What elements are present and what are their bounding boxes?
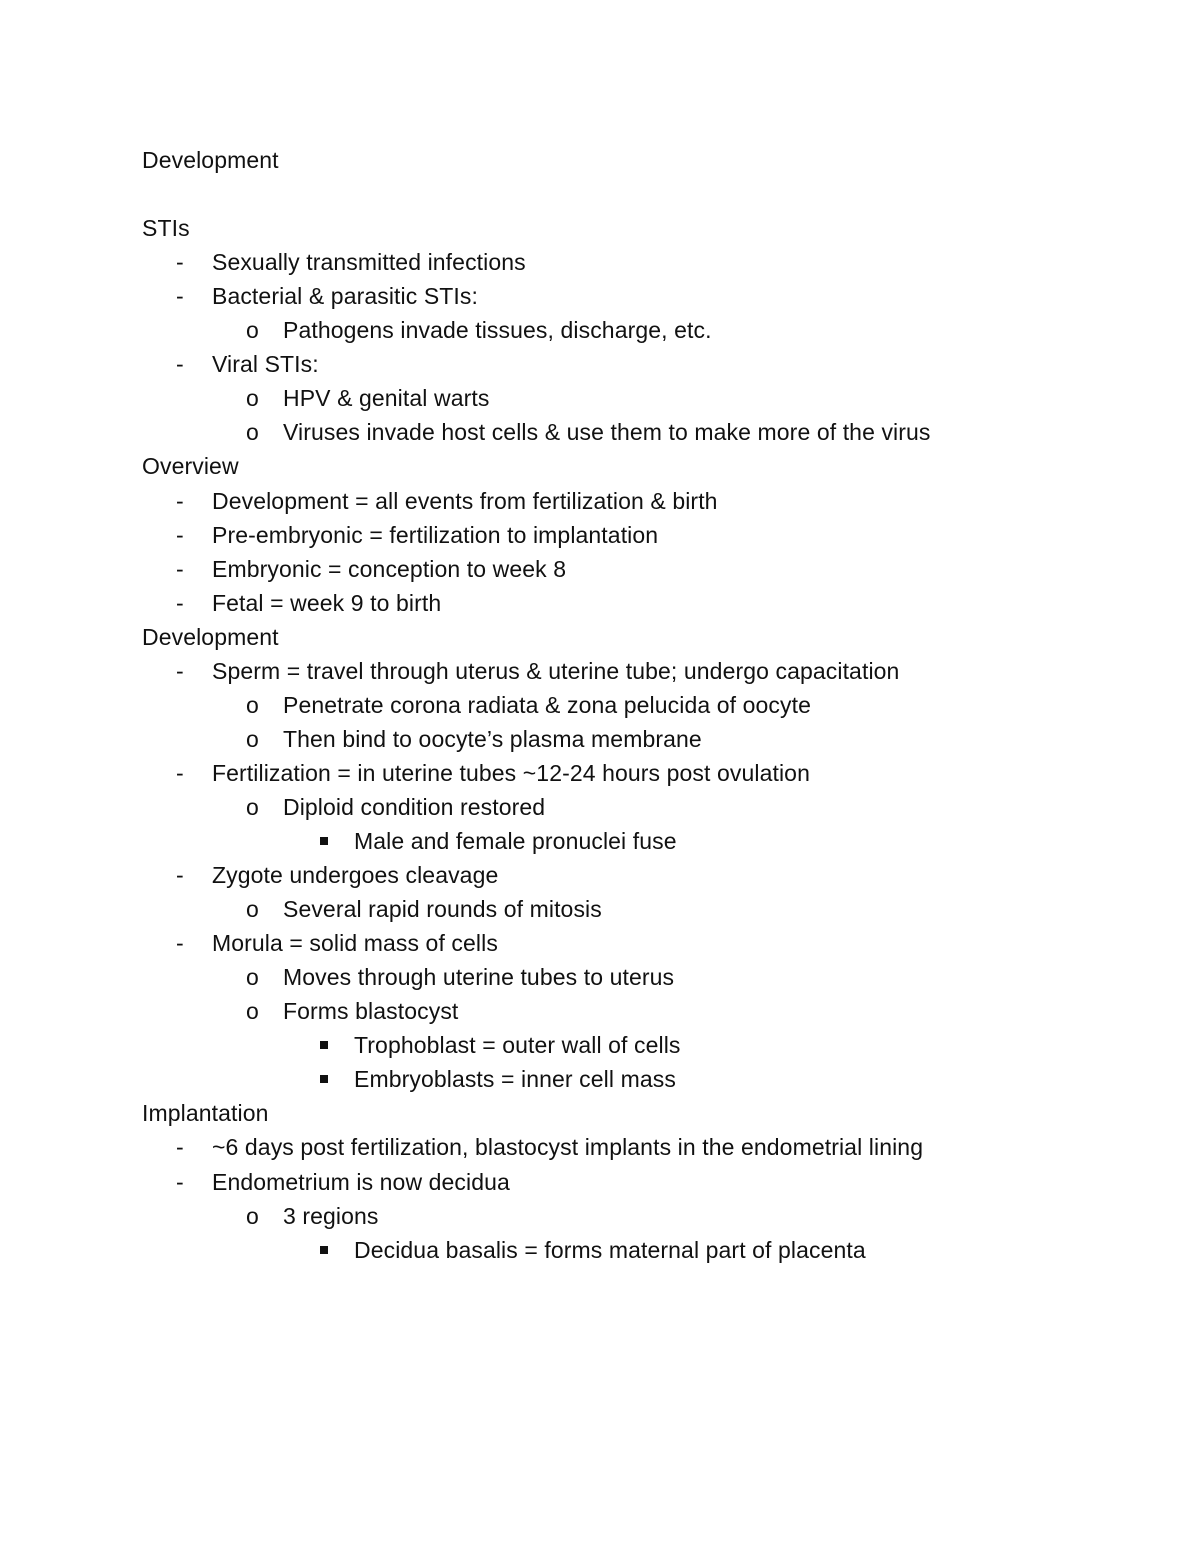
dash-bullet: - — [176, 657, 184, 684]
list-item — [0, 1030, 1200, 1060]
circle-bullet: o — [246, 691, 259, 718]
line-text: Embryonic = conception to week 8 — [212, 555, 567, 582]
line-text: Pre-embryonic = fertilization to implantation — [212, 521, 659, 548]
dash-bullet: - — [176, 487, 184, 514]
line-text: Viral STIs: — [212, 351, 319, 378]
section-heading — [0, 451, 1200, 481]
line-text: Then bind to oocyte’s plasma membrane — [283, 725, 702, 752]
line-text: Trophoblast = outer wall of cells — [354, 1032, 681, 1059]
list-item — [0, 792, 1200, 822]
section-heading — [0, 622, 1200, 652]
square-bullet-icon — [320, 837, 328, 845]
list-item — [0, 1132, 1200, 1162]
section-heading — [0, 1098, 1200, 1128]
dash-bullet: - — [176, 555, 184, 582]
list-item — [0, 860, 1200, 890]
line-text: Development = all events from fertilization & birth — [212, 487, 718, 514]
line-text: Development — [142, 623, 279, 650]
line-text: Pathogens invade tissues, discharge, etc. — [283, 317, 712, 344]
line-text: Development — [142, 147, 279, 173]
circle-bullet: o — [246, 793, 259, 820]
line-text: Embryoblasts = inner cell mass — [354, 1066, 676, 1093]
list-item — [0, 1235, 1200, 1265]
list-item — [0, 690, 1200, 720]
square-bullet-icon — [320, 1246, 328, 1254]
list-item — [0, 554, 1200, 584]
section-heading — [0, 179, 1200, 209]
line-text: 3 regions — [283, 1202, 379, 1229]
dash-bullet: - — [176, 249, 184, 276]
line-text: Diploid condition restored — [283, 793, 546, 820]
list-item — [0, 383, 1200, 413]
line-text: Penetrate corona radiata & zona pelucida of oocyte — [283, 691, 811, 718]
list-item — [0, 486, 1200, 516]
line-text: Implantation — [142, 1100, 269, 1127]
section-heading — [0, 213, 1200, 243]
list-item — [0, 962, 1200, 992]
list-item — [0, 349, 1200, 379]
circle-bullet: o — [246, 419, 259, 446]
dash-bullet: - — [176, 351, 184, 378]
line-text: Viruses invade host cells & use them to make more of the virus — [283, 419, 931, 446]
line-text: Male and female pronuclei fuse — [354, 828, 677, 854]
circle-bullet: o — [246, 317, 259, 344]
dash-bullet: - — [176, 1168, 184, 1195]
line-text: STIs — [142, 215, 190, 242]
dash-bullet: - — [176, 521, 184, 548]
circle-bullet: o — [246, 896, 259, 923]
circle-bullet: o — [246, 964, 259, 991]
dash-bullet: - — [176, 589, 184, 616]
list-item — [0, 758, 1200, 788]
dash-bullet: - — [176, 283, 184, 310]
list-item — [0, 1064, 1200, 1094]
dash-bullet: - — [176, 930, 184, 957]
line-text: ~6 days post fertilization, blastocyst implants in the endometrial lining — [212, 1134, 924, 1161]
list-item — [0, 894, 1200, 924]
dash-bullet: - — [176, 862, 184, 889]
list-item — [0, 1201, 1200, 1231]
list-item — [0, 996, 1200, 1026]
list-item — [0, 247, 1200, 277]
square-bullet-icon — [320, 1075, 328, 1083]
list-item — [0, 281, 1200, 311]
line-text: Overview — [142, 453, 239, 480]
dash-bullet: - — [176, 1134, 184, 1161]
line-text: Sperm = travel through uterus & uterine tube; undergo capacitation — [212, 657, 900, 684]
list-item — [0, 315, 1200, 345]
list-item — [0, 1167, 1200, 1197]
list-item — [0, 417, 1200, 447]
line-text: Sexually transmitted infections — [212, 249, 526, 276]
dash-bullet: - — [176, 759, 184, 786]
list-item — [0, 724, 1200, 754]
circle-bullet: o — [246, 385, 259, 412]
line-text: Zygote undergoes cleavage — [212, 862, 499, 889]
circle-bullet: o — [246, 998, 259, 1025]
list-item — [0, 520, 1200, 550]
line-text: Decidua basalis = forms maternal part of placenta — [354, 1236, 866, 1263]
line-text: Forms blastocyst — [283, 998, 459, 1025]
line-text: Morula = solid mass of cells — [212, 930, 498, 957]
circle-bullet: o — [246, 1202, 259, 1229]
square-bullet-icon — [320, 1041, 328, 1049]
line-text: Fertilization = in uterine tubes ~12-24 hours post ovulation — [212, 759, 810, 786]
line-text: HPV & genital warts — [283, 385, 490, 412]
line-text: Moves through uterine tubes to uterus — [283, 964, 675, 991]
line-text: Fetal = week 9 to birth — [212, 589, 442, 616]
line-text: Several rapid rounds of mitosis — [283, 896, 602, 923]
list-item — [0, 928, 1200, 958]
line-text: Bacterial & parasitic STIs: — [212, 283, 479, 310]
line-text: Endometrium is now decidua — [212, 1168, 510, 1195]
circle-bullet: o — [246, 725, 259, 752]
list-item — [0, 588, 1200, 618]
section-heading — [0, 145, 1200, 175]
list-item — [0, 826, 1200, 856]
list-item — [0, 656, 1200, 686]
